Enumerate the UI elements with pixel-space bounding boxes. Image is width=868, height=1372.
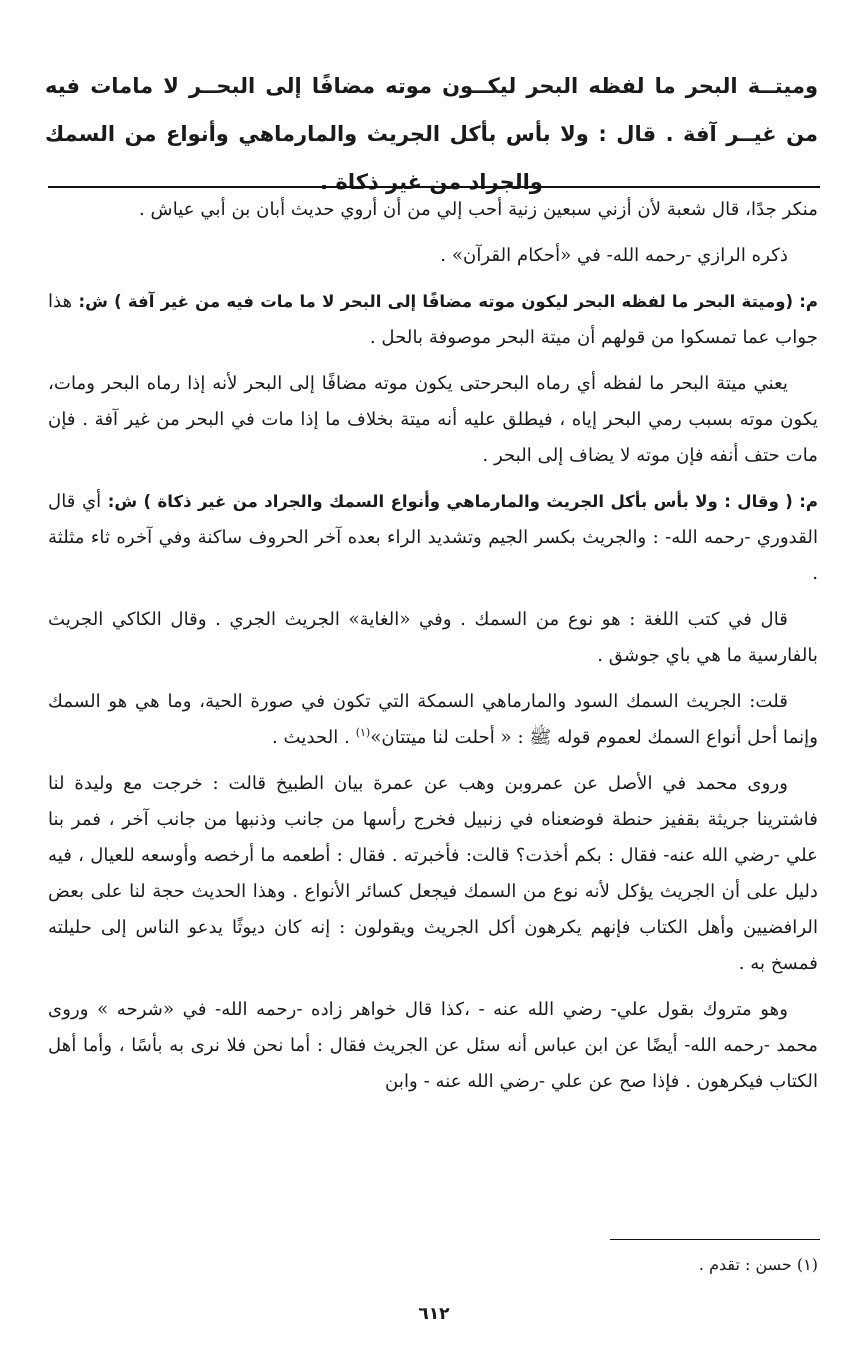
commentary-paragraph	[48, 684, 818, 756]
commentary-paragraph	[48, 192, 818, 228]
commentary-paragraph	[48, 766, 818, 982]
paragraph-text: وروى محمد في الأصل عن عمروبن وهب عن عمرة بيان الطبيخ قالت : خرجت مع وليدة لنا فاشترينا جريثة بقفيز حنطة فوضعناه في زنبيل فخرج رأسها من جانب وذنبها من جانب آخر ، فمر بنا علي -رضي الله عنه- فقال : بكم أخذت؟ قالت: فأخبرته . فقال : أطعمه ما أرخصه وأوسعه للعيال ، فيه دليل على أن الجريث يؤكل لأنه نوع من السمك فيجعل كسائر الأنواع . وهذا الحديث حجة لنا على بعض الرافضيين وأهل الكتاب فإنهم يكرهون أكل الجريث ويقولون : إنه كان ديوثًا يدعو الناس إلى حليلته فمسخ به .	[48, 773, 818, 974]
commentary-paragraph	[48, 284, 818, 356]
commentary-paragraph	[48, 238, 818, 274]
paragraph-text: هذا جواب عما تمسكوا من قولهم أن ميتة البحر موصوفة بالحل .	[48, 291, 818, 348]
commentary-paragraph	[48, 366, 818, 474]
matn-quote: م: ( وقال : ولا بأس بأكل الجريث والمارماهي وأنواع السمك والجراد من غير ذكاة ) ش:	[107, 492, 818, 511]
paragraph-text: يعني ميتة البحر ما لفظه أي رماه البحرحتى يكون موته مضافًا إلى البحر لأنه إذا رماه البحر ومات، يكون موته بسبب رمي البحر إياه ، فيطلق عليه أنه ميتة بخلاف ما إذا مات في البحر من غير آفة . فإن مات حتف أنفه فإن موته لا يضاف إلى البحر .	[48, 373, 818, 466]
commentary-paragraph	[48, 484, 818, 592]
paragraph-text: قال في كتب اللغة : هو نوع من السمك . وفي «الغاية» الجريث الجري . وقال الكاكي الجريث بالفارسية ما هي باي جوشق .	[48, 609, 818, 666]
commentary-paragraph	[48, 602, 818, 674]
paragraph-text: وهو متروك بقول علي- رضي الله عنه - ،كذا قال خواهر زاده -رحمه الله- في «شرحه » وروى محمد -رحمه الله- أيضًا عن ابن عباس أنه سئل عن الجريث فقال : أما نحن فلا نرى به بأسًا ، وأما أهل الكتاب فيكرهون . فإذا صح عن علي -رضي الله عنه - وابن	[48, 999, 818, 1092]
matn-line: وميتــة البحر ما لفظه البحر ليكــون موته مضافًا إلى البحــر لا مامات فيه من غيــر آفة . قال : ولا بأس بأكل الجريث والمارماهي وأنواع من السمك والجراد من غير ذكاة .	[45, 74, 818, 194]
paragraph-text: قلت: الجريث السمك السود والمارماهي السمكة التي تكون في صورة الحية، وما هي هو السمك وإنما أحل أنواع السمك لعموم قوله ﷺ : « أحلت لنا ميتتان»	[48, 691, 818, 748]
matn-quote: م: (وميتة البحر ما لفظه البحر ليكون موته مضافًا إلى البحر لا ما مات فيه من غير آفة ) ش:	[78, 292, 818, 311]
footnote-marker[interactable]: (١)	[355, 725, 371, 739]
matn-text-block	[45, 62, 818, 206]
paragraph-tail: . الحديث .	[271, 727, 356, 748]
footnote-separator-rule	[610, 1239, 820, 1240]
paragraph-text: أي قال القدوري -رحمه الله- : والجريث بكسر الجيم وتشديد الراء بعده آخر الحروف ساكنة وفي آخره ثاء مثلثة .	[48, 491, 818, 584]
commentary-paragraph	[48, 992, 818, 1100]
page-number: ٦١٢	[418, 1304, 450, 1324]
paragraph-text: ذكره الرازي -رحمه الله- في «أحكام القرآن» .	[440, 245, 788, 266]
paragraph-text: منكر جدًا، قال شعبة لأن أزني سبعين زنية أحب إلي من أن أروي حديث أبان بن أبي عياش .	[138, 199, 818, 220]
footnote: (١) حسن : تقدم .	[698, 1255, 818, 1274]
commentary-text-block	[48, 192, 818, 1110]
matn-separator-rule	[48, 186, 820, 188]
